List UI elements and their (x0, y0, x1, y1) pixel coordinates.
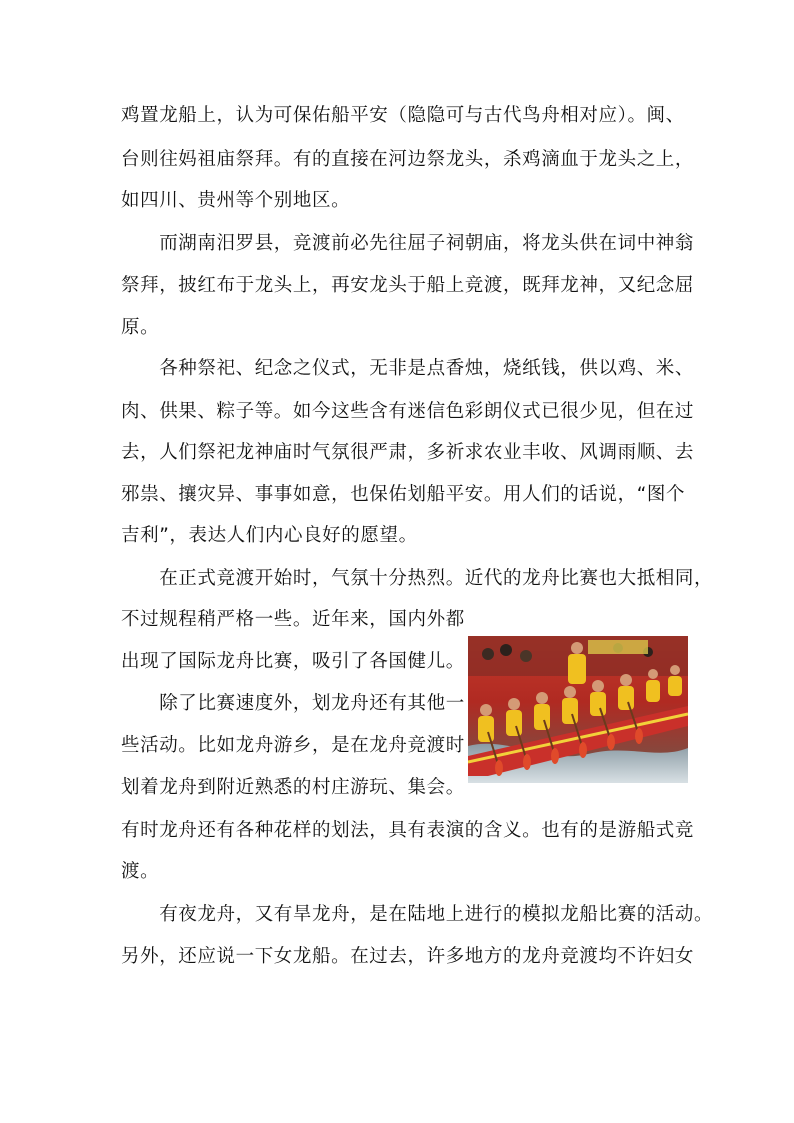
text-line: 邪祟、攘灾异、事事如意，也保佑划船平安。用人们的话说，“图个 (121, 484, 686, 505)
text-line: 吉利”，表达人们内心良好的愿望。 (121, 525, 418, 546)
text-line: 除了比赛速度外，划龙舟还有其他一 (121, 693, 465, 714)
text-line: 去，人们祭祀龙神庙时气氛很严肃，多祈求农业丰收、风调雨顺、去 (121, 442, 695, 463)
text-line: 另外，还应说一下女龙船。在过去，许多地方的龙舟竞渡均不许妇女 (121, 946, 695, 967)
text-line: 出现了国际龙舟比赛，吸引了各国健儿。 (121, 651, 465, 672)
text-line: 祭拜，披红布于龙头上，再安龙头于船上竞渡，既拜龙神，又纪念屈 (121, 275, 695, 296)
text-line: 如四川、贵州等个别地区。 (121, 190, 351, 211)
text-line: 些活动。比如龙舟游乡，是在龙舟竞渡时 (121, 735, 465, 756)
text-line: 原。 (121, 317, 160, 338)
text-line: 而湖南汨罗县，竞渡前必先往屈子祠朝庙，将龙头供在词中神翁 (121, 233, 695, 254)
text-line: 各种祭祀、纪念之仪式，无非是点香烛，烧纸钱，供以鸡、米、 (121, 358, 695, 379)
text-line: 不过规程稍严格一些。近年来，国内外都 (121, 609, 465, 630)
text-line: 有时龙舟还有各种花样的划法，具有表演的含义。也有的是游船式竞 (121, 820, 695, 841)
text-line: 划着龙舟到附近熟悉的村庄游玩、集会。 (121, 777, 465, 798)
dragon-boat-photo (468, 636, 688, 783)
text-line: 台则往妈祖庙祭拜。有的直接在河边祭龙头，杀鸡滴血于龙头之上， (121, 149, 695, 170)
text-line: 在正式竞渡开始时，气氛十分热烈。近代的龙舟比赛也大抵相同， (121, 568, 714, 589)
text-line: 渡。 (121, 861, 160, 882)
text-line: 鸡置龙船上，认为可保佑船平安（隐隐可与古代鸟舟相对应）。闽、 (121, 105, 685, 126)
text-line: 肉、供果、粽子等。如今这些含有迷信色彩朗仪式已很少见，但在过 (121, 401, 695, 422)
text-line: 有夜龙舟，又有旱龙舟，是在陆地上进行的模拟龙船比赛的活动。 (121, 904, 714, 925)
